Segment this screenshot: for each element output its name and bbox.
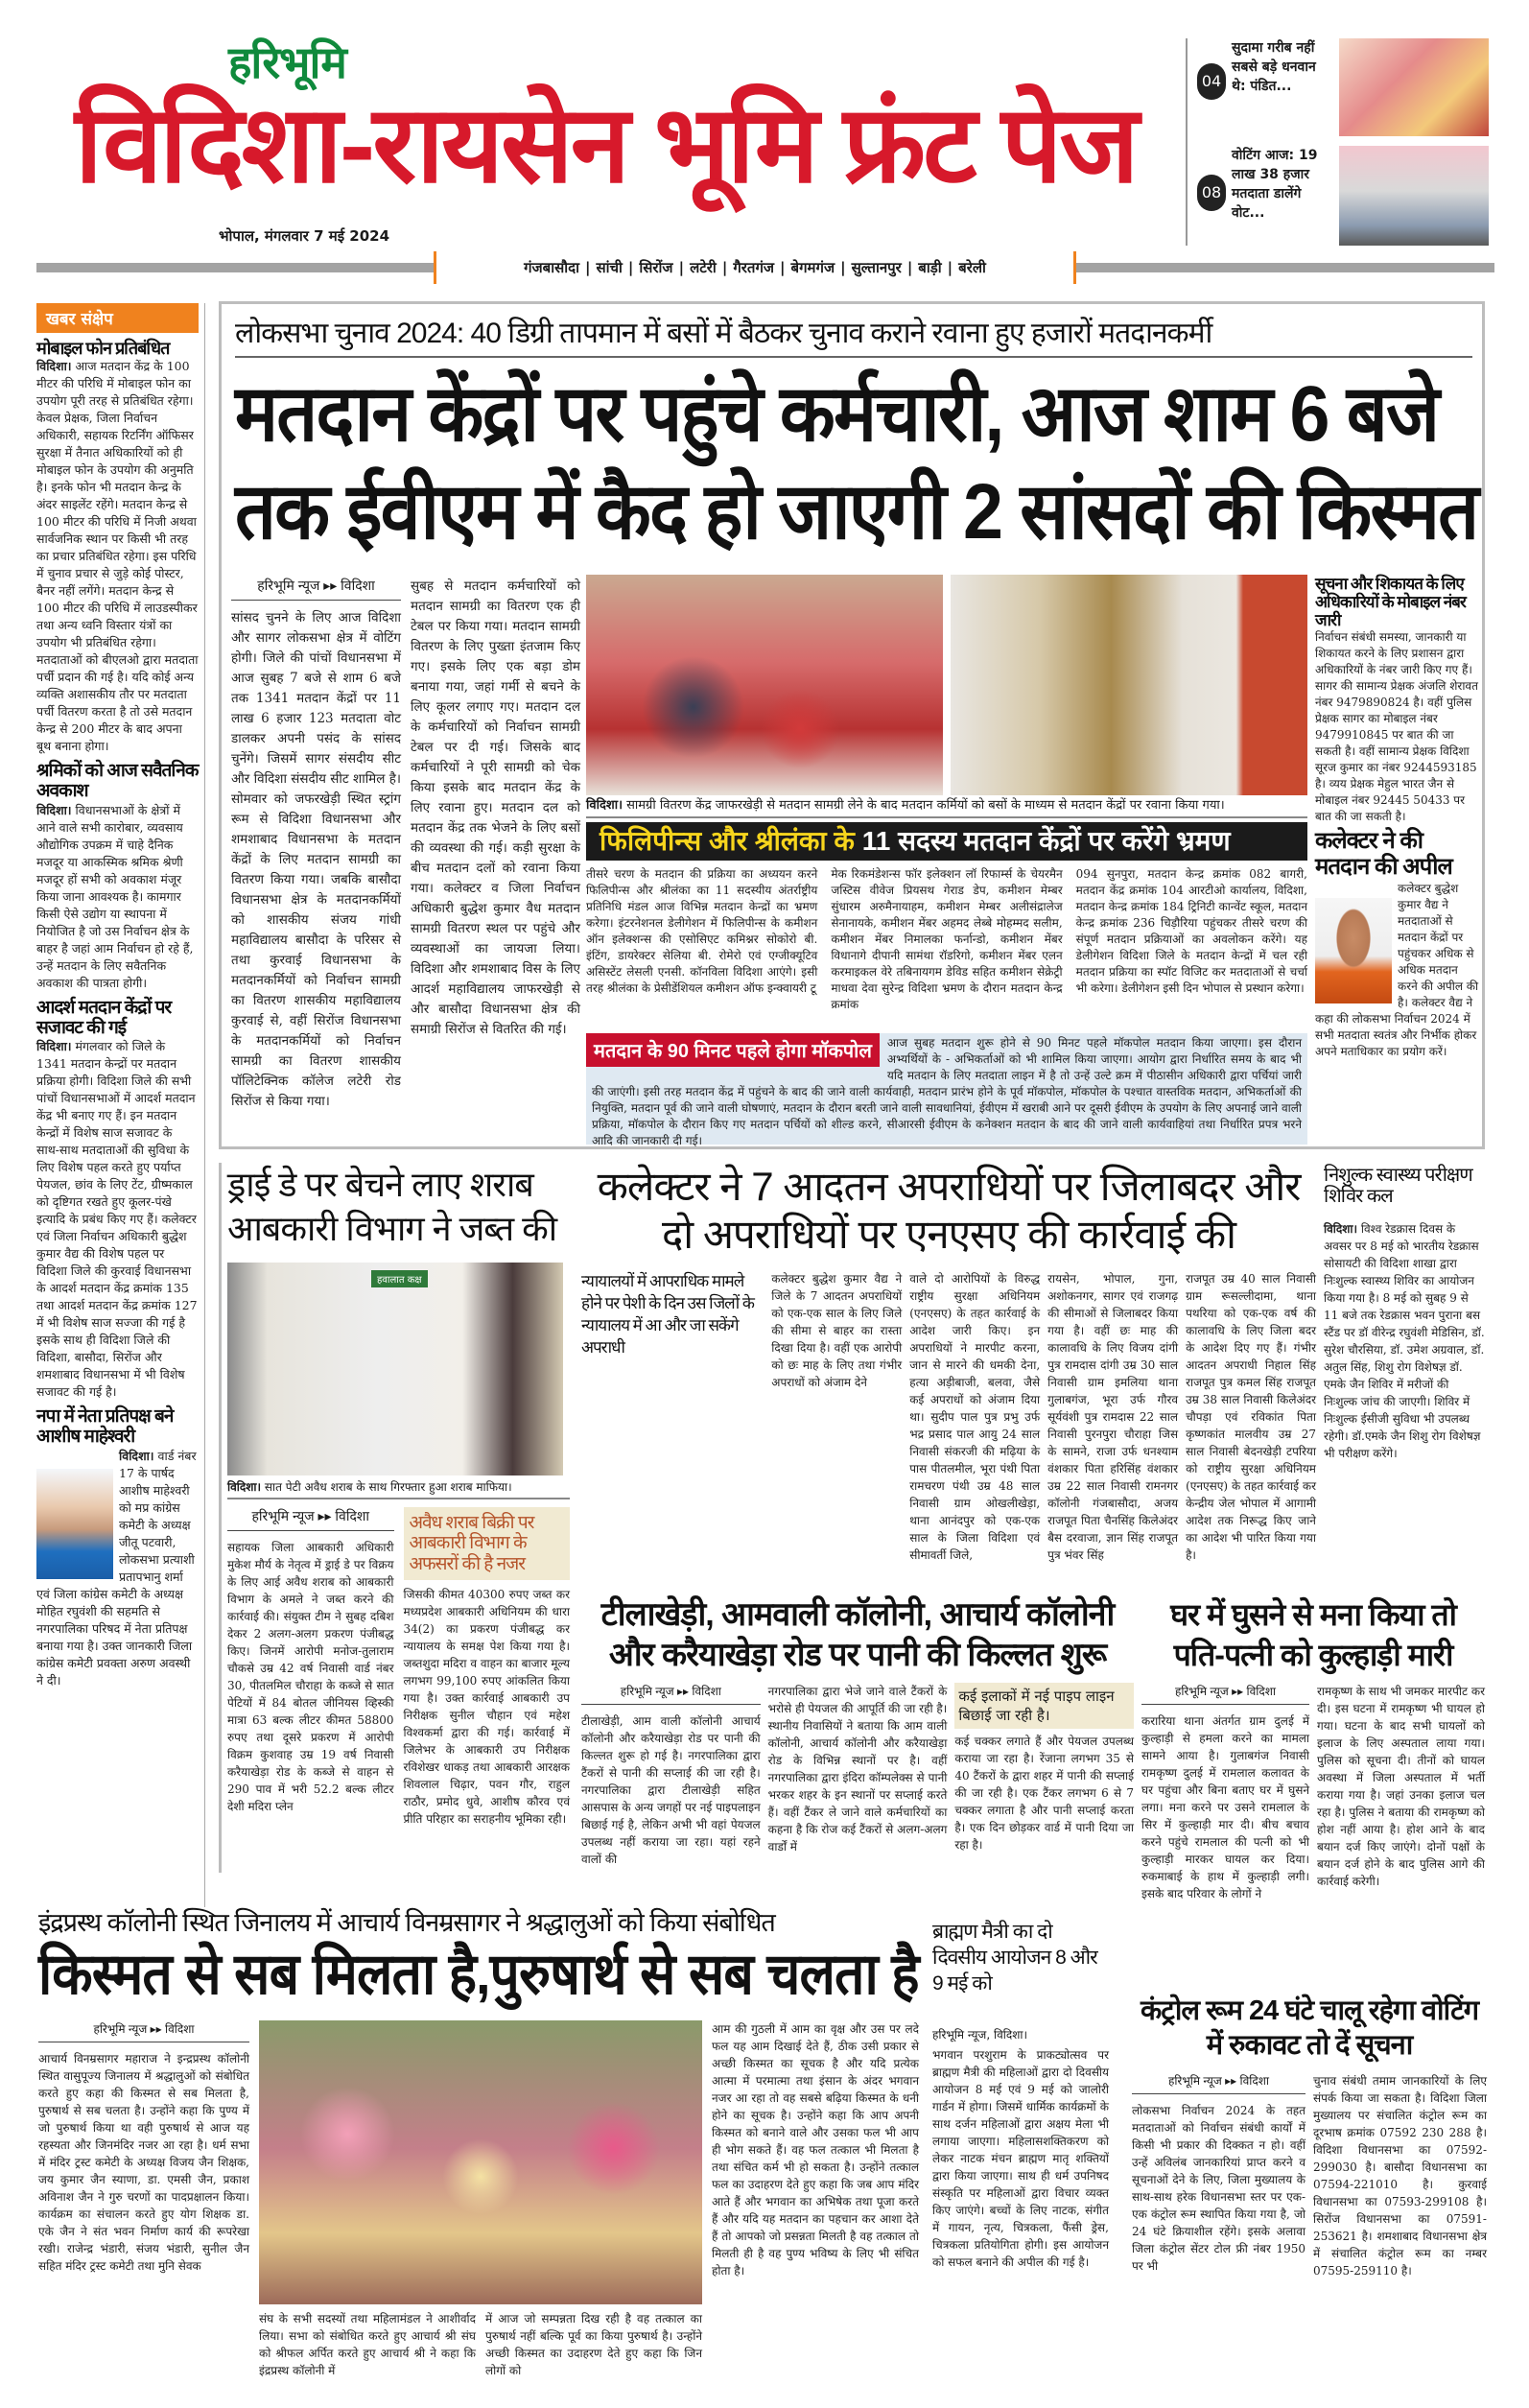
banner-line bbox=[600, 822, 1298, 861]
collector-intro: न्यायालयों में आपराधिक मामले होने पर पेशी के दिन उस जिलों के न्यायालय में आ और जा सकेंगे अपराधी bbox=[581, 1272, 754, 1357]
collector-col-2: वाले दो आरोपियों के विरुद्ध राष्ट्रीय सुरक्षा अधिनियम (एनएसए) के तहत कार्रवाई के आदेश जारी किए। इन अपराधियों ने मारपीट करना, जान से मारने की धमकी देना, हत्या अड़ीबाजी, बलवा, जैसे कई अपराधों को अंजाम दिया था। सुदीप पाल पुत्र प्रभु उर्फ भद्र प्रसाद पाल आयु 24 साल निवासी संकरजी की मढ़िया के पास पीतलमील, भूरा पंथी पिता रामचरण पंथी उम्र 48 साल निवासी ग्राम ओखलीखेड़ा, थाना आनंदपुर को एक-एक साल के जिला विदिशा एवं सीमावर्ती जिले, bbox=[909, 1272, 1041, 1562]
lockup-sign: हवालात कक्ष bbox=[371, 1270, 428, 1287]
collector-appeal-title: कलेक्टर ने की मतदान की अपील bbox=[1315, 828, 1452, 880]
location-link[interactable]: बरेली bbox=[958, 259, 986, 276]
health-camp-headline: निशुल्क स्वास्थ्य परीक्षण शिविर कल bbox=[1324, 1165, 1472, 1208]
jinalay-col-1: आचार्य विनम्रसागर महाराज ने इन्द्रप्रस्थ कॉलोनी स्थित वासुपूज्य जिनालय में श्रद्धालुओं को संबोधित करते हुए कहा की किस्मत से सब मिलता है, पुरुषार्थ से सब चलता है। उन्होंने कहा कि पुण्य में जो पुरुषार्थ किया था वही पुरुषार्थ से आज यह रहस्यता और जिनमंदिर नजर आ रहा है। धर्म सभा में मंदिर ट्रस्ट कमेटी के अध्यक्ष विजय जैन शिक्षक, जय कुमार जैन स्याणा, डा. एमसी जैन, प्रकाश अविनाश जैन ने गुरु चरणों का पादप्रक्षालन किया। कार्यक्रम का संचालन करते हुए योग शिक्षक डा. एके जैन ने संत भवन निर्माण कार्य की रूपरेखा रखी। राजेन्द्र भंडारी, संजय भंडारी, सुनील जैन सहित मंदिर ट्रस्ट कमेटी तथा मुनि सेवक bbox=[38, 2052, 249, 2273]
lead-col-2: सुबह से मतदान कर्मचारियों को मतदान सामग्री का वितरण एक ही टेबल पर किया गया। मतदान सामग्री वितरण के लिए पुख्ता इंतजाम किए गए। इसके लिए एक बड़ा डोम बनाया गया, जहां गर्मी से बचने के लिए कूलर लगाए गए। मतदान दल के कर्मचारियों को निर्वाचन सामग्री टेबल पर दी गई। जिसके बाद कर्मचारियों ने पूरी सामग्री को चेक किया इसके बाद मतदान केंद्र के लिए रवाना हुए। मतदान दल को मतदान केंद्र तक भेजने के लिए बसों की व्यवस्था की गई। कड़ी सुरक्षा के बीच मतदान दलों को रवाना किया गया। कलेक्टर व जिला निर्वाचन अधिकारी बुद्धेश कुमार वैध मतदान सामग्री वितरण स्थल पर पहुंचे और व्यवस्थाओं का जायजा लिया। विदिशा और शमशाबाद विस के लिए आदर्श महाविद्यालय जाफरखेड़ी से और बासौदा विधानसभा क्षेत्र की समाग्री सिरोंज से वितरित की गई। bbox=[411, 578, 580, 1037]
collector-col-1: कलेक्टर बुद्धेश कुमार वैद्य ने जिले के 7 आदतन अपराधियों को एक-एक साल के लिए जिले की सीमा से बाहर का रास्ता दिखा दिया है। वहीं एक आरोपी को छः माह के लिए तथा गंभीर अपराधों को अंजाम देने bbox=[771, 1272, 903, 1389]
jinalay-headline: किस्मत से सब मिलता है,पुरुषार्थ से सब चलता है bbox=[38, 1942, 919, 2006]
briefs-label: खबर संक्षेप bbox=[36, 303, 199, 333]
water-headline: टीलाखेड़ी, आमवाली कॉलोनी, आचार्य कॉलोनी और करैयाखेड़ा रोड पर पानी की किल्लत शुरू bbox=[600, 1596, 1115, 1673]
mockpoll-tag: मतदान के 90 मिनट पहले होगा मॉकपोल bbox=[586, 1033, 880, 1067]
brief-title: नपा में नेता प्रतिपक्ष बने आशीष माहेश्वरी bbox=[36, 1406, 174, 1448]
lead-story bbox=[219, 301, 1485, 1149]
location-bar: गंजबासौदा | सांची | सिरोंज | लटेरी | गैरतगंज | बेगमगंज | सुल्तानपुर | बाड़ी | बरेली bbox=[434, 251, 1076, 284]
water-col-3: कई चक्कर लगाते हैं और पेयजल उपलब्ध कराया जा रहा है। रेंजाना लगभग 35 से 40 टैंकरों के द्वारा शहर में पानी की सप्लाई की जा रही है। एक टैंकर लगभग 6 से 7 चक्कर लगाता है और पानी सप्लाई करता है। एक दिन छोड़कर वार्ड में पानी दिया जा रहा है। bbox=[954, 1735, 1135, 1852]
control-room-col-2: चुनाव संबंधी तमाम जानकारियों के लिए संपर्क किया जा सकता है। विदिशा जिला मुख्यालय पर संचालित कंट्रोल रूम का दूरभाष क्रमांक 07592 230 288 है। विदिशा विधानसभा का 07592-299030 है। बासौदा विधानसभा का 07594-221010 है। कुरवाई विधानसभा का 07593-299108 है। सिरोंज विधानसभा का 07591-253621 है। शमशाबाद विधानसभा क्षेत्र में संचालित कंट्रोल रूम का नम्बर 07595-259110 है। bbox=[1313, 2074, 1487, 2278]
collector-appeal-text: कलेक्टर बुद्धेश कुमार वैद्य ने मतदाताओं से मतदान केंद्रों पर पहुंचकर अधिक से अधिक मतदान करने की अपील की है। कलेक्टर वैद्य ने कहा की लोकसभा निर्वाचन 2024 में सभी मतदाता स्वतंत्र और निर्भीक होकर अपने मताधिकार का प्रयोग करें। bbox=[1315, 881, 1479, 1058]
mockpoll-text: आज सुबह मतदान शुरू होने से 90 मिनट पहले मॉकपोल मतदान किया जाएगा। इस दौरान अभ्यर्थियों के - अभिकर्ताओं को भी शामिल किया जाएगा। आयोग द्वारा निर्धारित समय के बाद भी यदि मतदान के लिए मतदाता लाइन में है तो उन्हें उल्टे क्रम में पीठासीन अधिकारी द्वारा पर्चियां जारी की जाएंगी। इसी तरह मतदान केंद्र में पहुंचने के बाद की जाने वाली कार्यवाही, मतदान प्रारंभ होने के पूर्व मॉकपोल, मॉकपोल के पश्चात वास्तविक मतदान, अभिकर्ताओं की नियुक्ति, मतदान पूर्व की जाने वाली घोषणाएं, मतदान के दौरान बरती जाने वाली सावधानियां, ईवीएम में खराबी आने पर दूसरी ईवीएम के उपयोग के लिए अपनाई जाने वाली प्रक्रिया, मॉकपोल के दौरान किए गए मतदान पर्चियों को शील्ड करने, सीआरसी ईवीएम के कनेक्शन मतदान के बाद की जाने वाली कार्यवाहियां तथा निर्धारित प्रपत्र भरने आदि की जानकारी दी गई। bbox=[592, 1036, 1302, 1147]
collector-headline: कलेक्टर ने 7 आदतन अपराधियों पर जिलाबदर और दो अपराधियों पर एनएसए की कार्रवाई की bbox=[597, 1164, 1301, 1257]
jinalay-story bbox=[38, 1907, 921, 2406]
police-evm-photo bbox=[951, 575, 1307, 795]
brief-item bbox=[36, 761, 199, 992]
jinalay-col-4: आम की गुठली में आम का वृक्ष और उस पर लदे फल यह आम दिखाई देते हैं, ठीक उसी प्रकार से अच्छी किस्मत का सूचक है और यदि प्रत्येक आत्मा में परमात्मा तथा इंसान के अंदर भगवान नजर आ रहा तो वह सबसे बढ़िया किस्मत के धनी होने का सूचक है। उन्होंने कहा कि आप अपनी किस्मत को बनाने वाले और उसका फल भी आप ही भोग सकते हैं। वह फल तत्काल भी मिलता है तथा संचित कर्म भी हो सकता है। उन्होंने तत्काल फल का उदाहरण देते हुए कहा कि जब आप मंदिर आते हैं और भगवान का अभिषेक तथा पूजा करते हैं और यदि यह मतदान का पहचान कर आशा देते हैं तो आपको जो प्रसन्नता मिलती है वह तत्काल तो मिलती ही है वह पुण्य भविष्य के लिए भी संचित होता है। bbox=[712, 2022, 919, 2278]
location-link[interactable]: सुल्तानपुर bbox=[851, 259, 902, 276]
brief-title: श्रमिकों को आज सवैतनिक अवकाश bbox=[36, 761, 199, 802]
lead-body bbox=[231, 577, 580, 1145]
control-room-col-1: लोकसभा निर्वाचन 2024 के तहत मतदाताओं को निर्वाचन संबंधी कार्यों में किसी भी प्रकार की दिक्कत न हो। वहीं उन्हें अविलंब जानकारियां प्राप्त करने व सूचनाओं देने के लिए, जिला मुख्यालय के साथ-साथ हरेक विधानसभा स्तर पर एक-एक कंट्रोल रूम स्थापित किया गया है, जो 24 घंटे क्रियाशील रहेंगे। इसके अलावा जिला कंट्रोल सेंटर टोल फ्री नंबर 1950 पर भी bbox=[1132, 2104, 1306, 2273]
lead-sidebar bbox=[1315, 575, 1480, 1145]
teaser-panel bbox=[1186, 38, 1493, 246]
byline: हरिभूमि न्यूज ▸▸ विदिशा bbox=[1141, 1683, 1309, 1705]
brahman-text: भगवान परशुराम के प्राकट्योत्सव पर ब्राह्मण मैत्री की महिलाओं द्वारा दो दिवसीय आयोजन 8 मई एवं 9 मई को जालोरी गार्डन में होगा। जिसमें धार्मिक कार्यक्रमों के साथ दर्जन महिलाओं द्वारा अक्षय मेला भी लगाया जाएगा। महिलासशक्तिकरण को लेकर नाटक मंचन ब्राह्मण मातृ शक्तियों द्वारा किया जाएगा। साथ ही धर्म उपनिषद संस्कृति पर महिलाओं द्वारा विचार व्यक्त किए जाएंगे। बच्चों के लिए नाटक, संगीत में गायन, नृत्य, चित्रकला, फैंसी ड्रेस, चित्रकला प्रतियोगिता होगी। इस आयोजन को सफल बनाने की अपील की गई है। bbox=[932, 2048, 1109, 2269]
liquor-col-1: सहायक जिला आबकारी अधिकारी मुकेश मौर्य के नेतृत्व में ड्राई डे पर विक्रय के लिए आई अवैध शराब को आबकारी विभाग के अमले ने जब्त करने की कार्रवाई की। संयुक्त टीम ने सुबह दबिश देकर 2 अलग-अलग प्रकरण पंजीबद्ध किए। जिनमें आरोपी मनोज-तुलाराम चौकसे उम्र 42 वर्ष निवासी वार्ड नंबर 30, पीतलमिल चौराहा के कब्जे से सात पेटियों में 84 बोतल जीनियस व्हिस्की मात्रा 63 बल्क लीटर कीमत 58800 रुपए तथा दूसरे प्रकरण में आरोपी विक्रम कुशवाह उम्र 19 वर्ष निवासी करैयाखेड़ा रोड के कब्जे से वाहन से 290 पाव में भरी 52.2 बल्क लीटर देशी मदिरा प्लेन bbox=[227, 1541, 394, 1813]
collector-col-4: राजपूत उम्र 40 साल निवासी ग्राम रूसल्लीदामा, थाना पथरिया को एक-एक वर्ष की कालावधि के लिए जिला बदर के आदेश दिए गए हैं। गंभीर आदतन अपराधी निहाल सिंह राजपूत पुत्र कमल सिंह राजपूत उम्र 38 साल निवासी किलेअंदर चौपड़ा एवं रविकांत पिता कृष्णकांत मालवीय उम्र 27 साल निवासी बेदनखेड़ी टपरिया को राष्ट्रीय सुरक्षा अधिनियम (एनएसए) के तहत कार्रवाई कर केन्द्रीय जेल भोपाल में आगामी आदेश तक निरूद्ध किए जाने का आदेश भी पारित किया गया है। bbox=[1186, 1272, 1316, 1562]
water-callout: कई इलाकों में नई पाइप लाइन बिछाई जा रही है। bbox=[954, 1683, 1134, 1729]
byline: हरिभूमि न्यूज ▸▸ विदिशा bbox=[581, 1683, 761, 1705]
assault-headline: घर में घुसने से मना किया तो पति-पत्नी को कुल्हाड़ी मारी bbox=[1170, 1597, 1456, 1672]
lead-headline: मतदान केंद्रों पर पहुंचे कर्मचारी, आज शाम 6 बजे तक ईवीएम में कैद हो जाएगी 2 सांसदों की किस्मत bbox=[235, 370, 1478, 555]
helpline-title: सूचना और शिकायत के लिए अधिकारियों के मोबाइल नंबर जारी bbox=[1315, 575, 1466, 630]
brahman-maitri-story bbox=[932, 1919, 1109, 2406]
teaser-photo bbox=[1339, 38, 1489, 136]
brief-text: विदिशा। विधानसभाओं के क्षेत्रों में आने वाले सभी कारोबार, व्यवसाय औद्योगिक उपक्रम में चाहे दैनिक मजदूर या आकस्मिक श्रमिक श्रेणी मजदूर हों सभी को अवकाश मंजूर किया जाना आवश्यक है। कामगार किसी ऐसे उद्योग या स्थापना में नियोजित है जो उस निर्वाचन क्षेत्र के बाहर है जहां आम निर्वाचन हो रहे हैं, उन्हें मतदान के लिए सवैतनिक अवकाश की पात्रता होगी। bbox=[36, 802, 194, 990]
helpline-text: निर्वाचन संबंधी समस्या, जानकारी या शिकायत करने के लिए प्रशासन द्वारा अधिकारियों के नंबर जारी किए गए हैं। सागर की सामान्य प्रेक्षक अंजलि शेरावत नंबर 9479890824 है। वहीं पुलिस प्रेक्षक सागर का मोबाइल नंबर 9479910845 पर बात की जा सकती है। वहीं सामान्य प्रेक्षक विदिशा सूरज कुमार का नंबर 9244593185 है। व्यय प्रेक्षक मेहुल भारत जैन से मोबाइल नंबर 92445 50433 पर बात की जा सकती है। bbox=[1315, 630, 1478, 824]
location-link[interactable]: गंजबासौदा bbox=[524, 259, 579, 276]
teaser-text: वोटिंग आज: 19 लाख 38 हजार मतदाता डालेंगे वोट... bbox=[1232, 148, 1318, 221]
banner-text: 11 सदस्य मतदान केंद्रों पर करेंगे भ्रमण bbox=[854, 826, 1231, 856]
delegation-col-2: मेक रिकमंडेशन्स फॉर इलेक्शन लॉ रिफार्म्स के चेयरमैन जस्टिस वीवेज प्रियसथ गेराड डेप, कमीशन मेम्बर सुंधारम अरुमैनायाहम, कमीशन मेम्बर अलीसंद्रालेज सेनानायके, कमीशन मेंबर अहमद लेब्बे मोहम्मद सलीम, कमीशन मेंबर निमालका फर्नान्डो, कमीशन मेंबर विधानागे दीपानी सामंथा रॉडरिगो, कमीशन मेंबर एलन करमाइकल वेरे तबिनायगम डेविड सहित कमीशन सेक्रेट्री माधवा देवा सुरेन्द्र विदिशा भ्रमण के दौरान मतदान केन्द्र क्रमांक bbox=[831, 867, 1063, 1011]
brief-text: विदिशा। वार्ड नंबर 17 के पार्षद आशीष माहेश्वरी को मप्र कांग्रेस कमेटी के अध्यक्ष जीतू पटवारी, लोकसभा प्रत्याशी प्रतापभानु शर्मा एवं जिला कांग्रेस कमेटी के अध्यक्ष मोहित रघुवंशी की सहमति से नगरपालिका परिषद में नेता प्रतिपक्ष बनाया गया है। उक्त जानकारी जिला कांग्रेस कमेटी प्रवक्ता अरुण अवस्थी ने दी। bbox=[36, 1448, 197, 1688]
health-camp-story bbox=[1324, 1165, 1485, 1587]
lead-kicker: लोकसभा चुनाव 2024: 40 डिग्री तापमान में बसों में बैठकर चुनाव कराने रवाना हुए हजारों मतदानकर्मी bbox=[235, 318, 1212, 349]
location-link[interactable]: सांची bbox=[596, 259, 623, 276]
assault-story bbox=[1141, 1594, 1485, 1984]
liquor-story bbox=[219, 1163, 570, 1873]
liquor-callout: अवैध शराब बिक्री पर आबकारी विभाग के अफसरों की है नजर bbox=[404, 1507, 571, 1580]
teaser-text: सुदामा गरीब नहीं सबसे बड़े धनवान थे: पंडित... bbox=[1232, 40, 1316, 94]
distribution-center-photo bbox=[586, 575, 943, 795]
delegation-col-1: तीसरे चरण के मतदान की प्रक्रिया का अध्ययन करने फिलिपीन्स और श्रीलंका का 11 सदस्यीय अंतर्राष्ट्रीय प्रतिनिधि मंडल आज विभिन्न मतदान केन्द्रों का भ्रमण करेगा। इंटरनेशनल डेलीगेशन में फिलिपीन्स के कमीशन ऑन इलेक्शन्स की एसोसिएट कमिश्नर सोकोरो बी. इंटिंग, डायरेक्टर सेलिया बी. रोमेरो एवं एग्जीक्यूटिव असिस्टेंट लेसली एनसी. कॉनविला विदिशा आएंगे। इसी तरह श्रीलंका के प्रेसीडेंशियल कमीशन ऑफ इन्क्वायरी टू bbox=[586, 867, 818, 995]
dateline: भोपाल, मंगलवार 7 मई 2024 bbox=[219, 227, 390, 245]
teaser-item[interactable] bbox=[1197, 38, 1490, 136]
water-col-2: नगरपालिका द्वारा भेजे जाने वाले टैंकरों के भरोसे ही पेयजल की आपूर्ति की जा रही है। स्थानीय निवासियों ने बताया कि आम वाली कॉलोनी, आचार्य कॉलोनी और करैयाखेड़ा रोड के विभिन्न स्थानों पर है। वहीं नगरपालिका द्वारा इंदिरा कॉम्पलेक्स से पानी भरकर शहर के इन स्थानों पर सप्लाई करते हैं। वहीं टैंकर ले जाने वाले कर्मचारियों का कहना है कि रोज कई टैंकरों से अलग-अलग वार्डों में bbox=[767, 1685, 948, 1853]
health-camp-text: विदिशा। विश्व रेडक्रास दिवस के अवसर पर 8 मई को भारतीय रेडक्रास सोसायटी की विदिशा शाखा द्वारा निःशुल्क स्वास्थ्य शिविर का आयोजन किया गया है। 8 मई को सुबह 9 से 11 बजे तक रेडक्रास भवन पुराना बस स्टैंड पर डॉ वीरेन्द्र रघुवंशी मेडिसिन, डॉ. सुरेश चौरसिया, डॉ. उमेश अग्रवाल, डॉ. अतुल सिंह, शिशु रोग विशेषज्ञ डॉ. एमके जैन शिविर में मरीजों की निःशुल्क जांच की जाएगी। शिविर में निःशुल्क ईसीजी सुविधा भी उपलब्ध रहेगी। डॉ.एमके जैन शिशु रोग विशेषज्ञ भी परीक्षण करेंगे। bbox=[1324, 1222, 1485, 1460]
brahman-headline: ब्राह्मण मैत्री का दो दिवसीय आयोजन 8 और 9 मई को bbox=[932, 1921, 1097, 1995]
teaser-item[interactable] bbox=[1197, 146, 1490, 246]
page-number-badge: 08 bbox=[1197, 175, 1226, 211]
delegation-col-3: 094 सुनपुरा, मतदान केन्द्र क्रमांक 082 बागरी, मतदान केंद्र क्रमांक 104 आरटीओ कार्यालय, विदिशा, मतदान केन्द्र क्रमांक 184 ट्रिनिटी कान्वेंट स्कूल, मतदान केन्द्र क्रमांक 236 चिड़ौरिया पहुंचकर तीसरे चरण की संपूर्ण मतदान प्रक्रियाओं का अवलोकन करेंगे। यह डेलीगेशन विदिशा जिले के मतदान केन्द्रों में चल रही मतदान प्रक्रिया का स्पॉट विजिट कर मतदाताओं से चर्चा भी करेगा। डेलीगेशन इसी दिन भोपाल से प्रस्थान करेगा। bbox=[1075, 867, 1307, 995]
collector-photo bbox=[1315, 898, 1392, 1003]
devotees-photo bbox=[259, 2020, 702, 2304]
logo: हरिभूमि bbox=[228, 37, 346, 87]
teaser-photo bbox=[1339, 146, 1489, 246]
location-link[interactable]: गैरतगंज bbox=[733, 259, 775, 276]
mockpoll-box bbox=[586, 1033, 1307, 1145]
brief-title: मोबाइल फोन प्रतिबंधित bbox=[36, 339, 170, 358]
brief-text: विदिशा। मंगलवार को जिले के 1341 मतदान केन्द्रों पर मतदान प्रक्रिया होगी। विदिशा जिले की सभी पांचों विधानसभाओं में आदर्श मतदान केंद्र भी बनाए गए हैं। इन मतदान केन्द्रों में विशेष साज सजावट के साथ-साथ मतदाताओं की सुविधा के लिए विशेष पहल करते हुए पर्याप्त पेयजल, छांव के लिए टेंट, ग्रीष्मकाल को दृष्टिगत रखते हुए कूलर-पंखे इत्यादि के प्रबंध किए गए हैं। कलेक्टर एवं जिला निर्वाचन अधिकारी बुद्धेश कुमार वैद्य की विशेष पहल पर विदिशा जिले की कुरवाई विधानसभा के आदर्श मतदान केंद्र क्रमांक 135 तथा आदर्श मतदान केंद्र क्रमांक 127 में भी विशेष साज सज्जा की गई है इसके साथ ही विदिशा जिले की विदिशा, बासौदा, सिरोंज और शमशाबाद विधानसभा में भी विशेष सजावट की गई है। bbox=[36, 1039, 198, 1400]
photo-caption-wrap bbox=[586, 797, 1307, 818]
jinalay-kicker: इंद्रप्रस्थ कॉलोनी स्थित जिनालय में आचार्य विनम्रसागर ने श्रद्धालुओं को किया संबोधित bbox=[38, 1908, 775, 1937]
location-link[interactable]: बाड़ी bbox=[918, 259, 942, 276]
collector-story bbox=[581, 1163, 1316, 1585]
liquor-headline: ड्राई डे पर बेचने लाए शराब आबकारी विभाग ने जब्त की bbox=[227, 1165, 557, 1248]
byline: हरिभूमि न्यूज ▸▸ विदिशा bbox=[227, 1507, 394, 1531]
liquor-seizure-photo bbox=[227, 1263, 563, 1475]
brief-item bbox=[36, 1406, 199, 1689]
collector-col-3: रायसेन, भोपाल, गुना, अशोकनगर, सागर एवं राजगढ़ की सीमाओं से जिलाबदर किया गया है। वहीं छः माह की कालावधि के लिए विजय दांगी पुत्र रामदास दांगी उम्र 30 साल निवासी ग्राम इमलिया थाना गुलाबगंज, भूरा उर्फ गौरव सूर्यवंशी पुत्र रामदास 22 साल निवासी पुरनपुरा चौराहा जिस के सामने, राजा उर्फ धनश्याम वंशकार पिता हरिसिंह वंशकार उम्र 22 साल निवासी रामनगर कॉलोनी गंजबासौदा, अजय राजपूत पिता चैनसिंह किलेअंदर बैस दरवाजा, ज्ञान सिंह राजपूत पुत्र भंवर सिंह bbox=[1047, 1272, 1179, 1562]
assault-col-2: रामकृष्ण के साथ भी जमकर मारपीट कर दी। इस घटना में रामकृष्ण भी घायल हो गया। घटना के बाद सभी घायलों को इलाज के लिए अस्पताल लाया गया। पुलिस को सूचना दी। तीनों को घायल अवस्था में जिला अस्पताल में भर्ती कराया गया है। जहां उनका इलाज चल रहा है। पुलिस ने बताया की रामकृष्ण को होश नहीं आया है। होश आने के बाद बयान दर्ज किए जाएंगे। दोनों पक्षों के बयान दर्ज होने के बाद पुलिस आगे की कार्रवाई करेगी। bbox=[1317, 1685, 1485, 1888]
delegation-banner bbox=[586, 822, 1307, 861]
liquor-col-2: जिसकी कीमत 40300 रुपए जब्त कर मध्यप्रदेश आबकारी अधिनियम की धारा 34(2) का प्रकरण पंजीबद्ध कर न्यायालय के समक्ष पेश किया गया है। जब्तशुदा मदिरा व वाहन का बाजार मूल्य लगभग 99,100 रुपए आंकलित किया गया है। उक्त कार्रवाई आबकारी उप निरीक्षक सुनील चौहान एवं महेश विश्वकर्मा द्वारा की गई। कार्रवाई में जिलेभर के आबकारी उप निरीक्षक रविशेखर धाकड़ तथा आबकारी आरक्षक शिवलाल चिढ़ार, पवन गौर, राहुल राठौर, प्रमोद धुवे, आशीष कौरव एवं प्रीति परिहार का सराहनीय भूमिका रही। bbox=[403, 1587, 570, 1826]
masthead bbox=[0, 0, 1529, 288]
control-room-story bbox=[1132, 1994, 1487, 2406]
jinalay-col-2: संघ के सभी सदस्यों तथा महिलामंडल ने आशीर्वाद लिया। सभा को संबोधित करते हुए आचार्य श्री संघ को श्रीफल अर्पित करते हुए आचार्य श्री ने कहा कि इंद्रप्रस्थ कॉलोनी में bbox=[259, 2312, 476, 2377]
brief-text: विदिशा। आज मतदान केंद्र के 100 मीटर की परिधि में मोबाइल फोन का उपयोग पूरी तरह से प्रतिबंधित रहेगा। केवल प्रेक्षक, जिला निर्वाचन अधिकारी, सहायक रिटर्निंग ऑफिसर सुरक्षा में तैनात अधिकारियों को ही मोबाइल फोन के उपयोग की अनुमति है। इनके फोन भी मतदान केन्द्र के अंदर साइलेंट रहेंगे। मतदान केन्द्र से 100 मीटर की परिधि में निजी अथवा सार्वजनिक स्थान पर किसी भी तरह का प्रचार प्रतिबंधित रहेगा। इस परिधि में चुनाव प्रचार से जुड़े कोई पोस्टर, बैनर नहीं लगेंगे। मतदान केन्द्र से 100 मीटर की परिधि में लाउडस्पीकर तथा अन्य ध्वनि विस्तार यंत्रों का उपयोग भी प्रतिबंधित रहेगा। मतदाताओं को बीएलओ द्वारा मतदाता पर्ची प्रदान की गई है। यदि कोई अन्य व्यक्ति अशासकीय तौर पर मतदाता पर्ची वितरण करता है तो उसे मतदान केन्द्र से 200 मीटर के बाद अपना बूथ बनाना होगा। bbox=[36, 359, 199, 754]
assault-col-1: करारिया थाना अंतर्गत ग्राम दुलई में कुल्हाड़ी से हमला करने का मामला सामने आया है। गुलाबगंज निवासी रामकृष्ण दुलई में रामलाल कलावत के घर पहुंचा और बिना बताए घर में घुसने लगा। मना करने पर उसने रामलाल के सिर में कुल्हाड़ी मार दी। बीच बचाव करने पहुंचे रामलाल की पत्नी को भी कुल्हाड़ी मारकर घायल कर दिया। रुकमाबाई के हाथ में कुल्हाड़ी लगी। इसके बाद परिवार के लोगों ने bbox=[1141, 1714, 1309, 1900]
briefs-column bbox=[36, 303, 205, 1907]
brahman-byline: हरिभूमि न्यूज, विदिशा। bbox=[932, 2028, 1028, 2042]
photo-caption: विदिशा। सामग्री वितरण केंद्र जाफरखेड़ी से मतदान सामग्री लेने के बाद मतदान कर्मियों को बसों के माध्यम से मतदान केंद्रों पर रवाना किया गया। bbox=[586, 798, 1225, 813]
control-room-headline: कंट्रोल रूम 24 घंटे चालू रहेगा वोटिंग में रुकावट तो दें सूचना bbox=[1140, 1995, 1479, 2061]
brief-title: आदर्श मतदान केंद्रों पर सजावट की गई bbox=[36, 997, 172, 1038]
location-link[interactable]: बेगमगंज bbox=[790, 259, 835, 276]
byline: हरिभूमि न्यूज ▸▸ विदिशा bbox=[231, 577, 401, 601]
water-col-1: टीलाखेड़ी, आम वाली कॉलोनी आचार्य कॉलोनी और करैयाखेड़ा रोड पर पानी की किल्लत शुरू हो गई है। नगरपालिका द्वारा टैंकरों से पानी की सप्लाई की जा रही है। नगरपालिका द्वारा टीलाखेड़ी सहित आसपास के अन्य जगहों पर नई पाइपलाइन बिछाई गई है, लेकिन अभी भी वहां पेयजल उपलब्ध नहीं कराया जा रहा। यहां रहने वालों की bbox=[581, 1714, 761, 1866]
brief-item bbox=[36, 998, 199, 1402]
location-link[interactable]: लटेरी bbox=[690, 259, 717, 276]
page-title: विदिशा-रायसेन भूमि फ्रंट पेज bbox=[75, 84, 1137, 204]
byline: हरिभूमि न्यूज ▸▸ विदिशा bbox=[1132, 2072, 1306, 2094]
byline: हरिभूमि न्यूज ▸▸ विदिशा bbox=[38, 2020, 249, 2042]
jinalay-col-3: में आज जो सम्पन्नता दिख रही है वह तत्काल का पुरुषार्थ नहीं बल्कि पूर्व का किया पुरुषार्थ है। उन्होंने अच्छी किस्मत का उदाहरण देते हुए कहा कि जिन लोगों को bbox=[485, 2312, 702, 2377]
location-link[interactable]: सिरोंज bbox=[639, 259, 673, 276]
banner-highlight: फिलिपीन्स और श्रीलंका के bbox=[600, 826, 855, 856]
page-number-badge: 04 bbox=[1197, 63, 1226, 100]
liquor-caption: विदिशा। सात पेटी अवैध शराब के साथ गिरफ्तार हुआ शराब माफिया। bbox=[227, 1478, 570, 1499]
ashish-maheshwari-photo bbox=[36, 1469, 113, 1579]
lead-kicker-wrap bbox=[235, 316, 1472, 358]
lead-col-1: सांसद चुनने के लिए आज विदिशा और सागर लोकसभा क्षेत्र में वोटिंग होगी। जिले की पांचों विधानसभा में आज सुबह 7 बजे से शाम 6 बजे तक 1341 मतदान केंद्रों पर 11 लाख 6 हजार 123 मतदाता वोट डालकर अपनी पसंद के सांसद चुनेंगे। जिसमें सागर संसदीय सीट और विदिशा संसदीय सीट शामिल है। सोमवार को जफरखेड़ी स्थित स्ट्रांग रूम से विदिशा विधानसभा और शमशाबाद विधानसभा के मतदान केंद्रों के लिए मतदान सामग्री का वितरण किया गया। जबकि बासौदा विधानसभा क्षेत्र के मतदानकर्मियों को शासकीय संजय गांधी महाविद्यालय बासौदा के परिसर से तथा कुरवाई विधानसभा के मतदानकर्मियों को निर्वाचन सामग्री का वितरण शासकीय महाविद्यालय कुरवाई से, वहीं सिरोंज विधानसभा के मतदानकर्मियों को निर्वाचन सामग्री का वितरण शासकीय पॉलिटेक्निक कॉलेज लटेरी रोड सिरोंज से किया गया। bbox=[231, 610, 401, 1109]
delegation-body bbox=[586, 866, 1307, 1016]
brief-item bbox=[36, 339, 199, 755]
water-story bbox=[581, 1594, 1134, 1873]
